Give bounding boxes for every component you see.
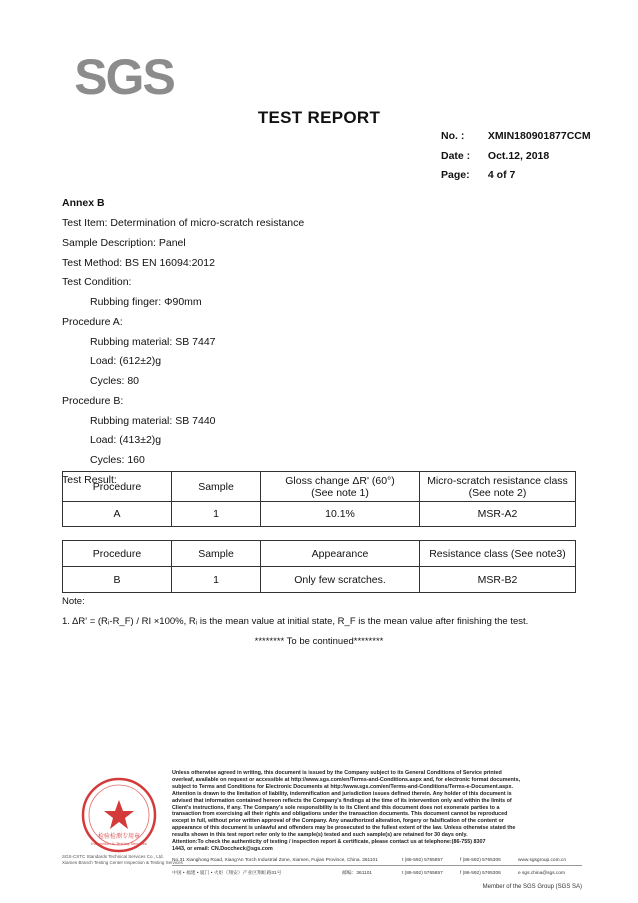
company-line-1: SGS-CSTC Standards Technical Services Co., Ltd. <box>62 854 164 859</box>
disclaimer-line: appearance of this document is unlawful and offenders may be prosecuted to the fullest extent of the law. Unless otherwise stated the <box>172 825 516 832</box>
table-cell: 10.1% <box>261 502 420 527</box>
table-row <box>63 567 576 593</box>
results-table-procedure-a <box>62 471 576 527</box>
note-label: Note: <box>62 596 85 607</box>
meta-value: 4 of 7 <box>487 169 516 181</box>
table-cell: MSR-B2 <box>420 567 576 593</box>
rubbing-finger: Rubbing finger: Φ90mm <box>90 296 202 308</box>
member-line: Member of the SGS Group (SGS SA) <box>482 884 582 890</box>
disclaimer <box>172 770 582 853</box>
address-divider <box>172 865 582 866</box>
table-cell: A <box>63 502 172 527</box>
procedure-b-title: Procedure B: <box>62 395 124 407</box>
address-cn: 中国 • 福建 • 厦门 • 火炬（翔安）产业区翔虹路31号 <box>172 871 282 876</box>
sgs-logo <box>72 48 176 100</box>
sgs-logo-text: SGS <box>74 49 174 100</box>
fax: f (86-592) 5765306 <box>460 858 501 863</box>
annex-title: Annex B <box>62 197 105 209</box>
disclaimer-line: except in full, without prior written approval of the Company. Any unauthorized alteration, forgery or falsification of the content or <box>172 818 504 825</box>
meta-date <box>441 150 549 162</box>
procedure-a-cycles: Cycles: 80 <box>90 375 140 387</box>
address-row-en <box>172 858 582 863</box>
note-1: 1. ΔR' = (Rᵢ-R_F) / RI ×100%, Rᵢ is the mean value at initial state, R_F is the mean value after finishing the test. <box>62 616 529 627</box>
address-row-cn <box>172 869 582 876</box>
table-header-row <box>63 541 576 567</box>
disclaimer-line: 1443, or email: CN.Doccheck@sgs.com <box>172 845 273 852</box>
test-result-label: Test Result: <box>62 474 117 486</box>
procedure-b-cycles: Cycles: 160 <box>90 454 145 466</box>
disclaimer-line: transaction from exercising all their rights and obligations under the transaction documents. This document cannot be reproduced <box>172 811 508 818</box>
phone: t (86-592) 5765857 <box>402 871 443 876</box>
procedure-a-load: Load: (612±2)g <box>90 355 162 367</box>
disclaimer-line: overleaf, available on request or accessible at http://www.sgs.com/en/Terms-and-Conditions.aspx and, for electronic format documents, <box>172 776 521 783</box>
meta-page <box>441 169 515 181</box>
sample-description: Sample Description: Panel <box>62 237 186 249</box>
disclaimer-line: subject to Terms and Conditions for Electronic Documents at http://www.sgs.com/en/Terms-and-Conditions/Terms-e-Document.aspx. <box>172 783 513 790</box>
company-names <box>62 854 183 866</box>
disclaimer-line: results shown in this test report refer only to the sample(s) tested and such sample(s) are retained for 30 days only. <box>172 832 468 839</box>
fax: f (86-592) 5765306 <box>460 871 501 876</box>
table-header-cell: Procedure <box>63 472 172 502</box>
table-cell: 1 <box>172 567 261 593</box>
table-cell: MSR-A2 <box>420 502 576 527</box>
test-condition: Test Condition: <box>62 276 132 288</box>
table-header-cell: Resistance class (See note3) <box>420 541 576 567</box>
meta-report-number <box>441 130 591 142</box>
official-stamp <box>80 776 158 854</box>
table-header-cell: Gloss change ΔR' (60°) (See note 1) <box>261 472 420 502</box>
to-be-continued: ******** To be continued******** <box>254 636 384 647</box>
phone: t (86-592) 5765857 <box>402 858 443 863</box>
company-line-2: Xiamen Branch Testing Center Inspection & Testing Services <box>62 860 183 865</box>
disclaimer-line: Attention is drawn to the limitation of liability, indemnification and jurisdiction issues defined therein. Any holder of this document is <box>172 790 512 797</box>
table-cell: B <box>63 567 172 593</box>
table-header-cell: Sample <box>172 541 261 567</box>
address-en: No.31 Xianghong Road, Xiang'An Torch Industrial Zone, Xiamen, Fujian Province, China. 361101 <box>172 858 378 863</box>
table-header-row <box>63 472 576 502</box>
procedure-a-material: Rubbing material: SB 7447 <box>90 336 216 348</box>
email: e sgs.china@sgs.com <box>518 871 565 876</box>
table-header-cell: Sample <box>172 472 261 502</box>
table-header-cell: Micro-scratch resistance class (See note 2) <box>420 472 576 502</box>
meta-label: Date : <box>441 150 471 162</box>
report-title: TEST REPORT <box>257 108 381 127</box>
table-header-cell: Appearance <box>261 541 420 567</box>
table-row <box>63 502 576 527</box>
results-table-procedure-b <box>62 540 576 593</box>
procedure-a-title: Procedure A: <box>62 316 123 328</box>
meta-value: XMIN180901877CCM <box>487 130 591 142</box>
stamp-text: 检验检测专用章 <box>97 833 141 840</box>
footer <box>62 770 582 896</box>
postcode-cn: 邮编：361101 <box>342 871 373 876</box>
meta-value: Oct.12, 2018 <box>487 150 550 162</box>
procedure-b-material: Rubbing material: SB 7440 <box>90 415 216 427</box>
table-header-cell: Procedure <box>63 541 172 567</box>
table-cell: 1 <box>172 502 261 527</box>
disclaimer-line: Attention:To check the authenticity of testing / inspection report & certificate, please contact us at telephone:(86-755) 8307 <box>172 839 486 846</box>
website: www.sgsgroup.com.cn <box>518 858 566 863</box>
test-item: Test Item: Determination of micro-scratch resistance <box>62 217 305 229</box>
test-method: Test Method: BS EN 16094:2012 <box>62 257 215 269</box>
disclaimer-line: advised that information contained hereon reflects the Company's findings at the time of its intervention only and within the limits of <box>172 797 512 804</box>
disclaimer-line: Client's instructions, if any. The Company's sole responsibility is to its Client and this document does not exonerate parties to a <box>172 804 500 811</box>
disclaimer-line: Unless otherwise agreed in writing, this document is issued by the Company subject to its General Conditions of Service printed <box>172 770 502 776</box>
table-cell: Only few scratches. <box>261 567 420 593</box>
procedure-b-load: Load: (413±2)g <box>90 434 162 446</box>
meta-label: Page: <box>441 169 470 181</box>
meta-label: No. : <box>441 130 465 142</box>
stamp-sub: Inspection & Testing Services <box>91 841 147 846</box>
